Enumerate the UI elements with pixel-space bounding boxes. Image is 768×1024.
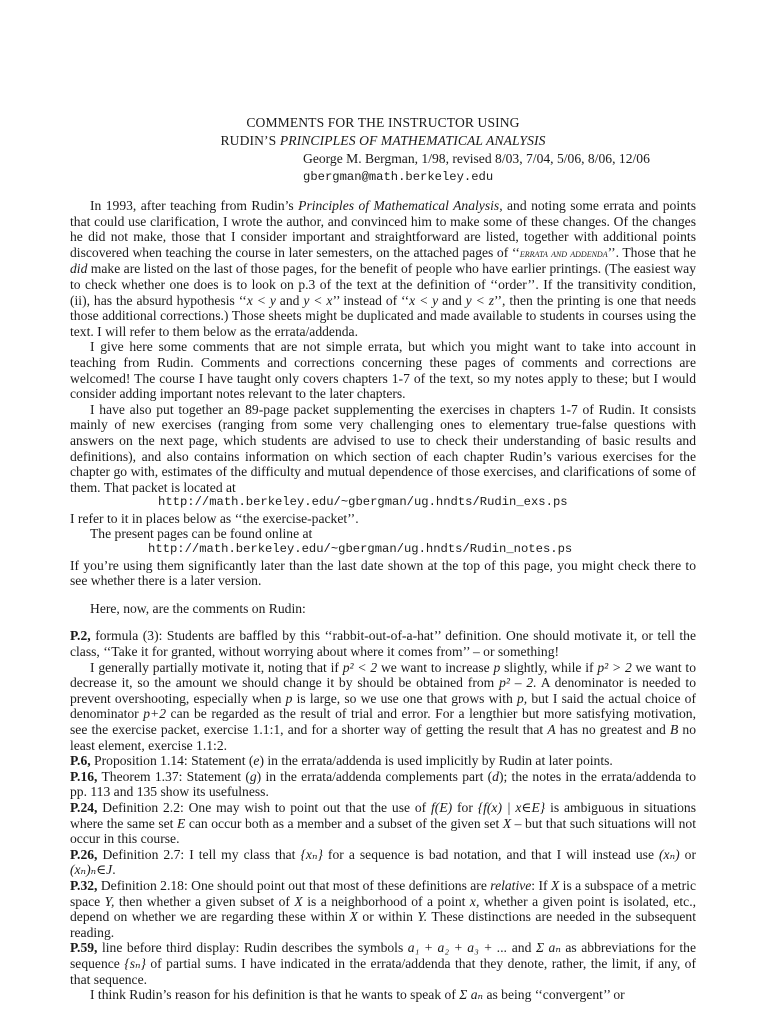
intro-paragraph-2: I give here some comments that are not simple errata, but which you might want to take into account in teaching from Rudin. Comments and corrections concerning these pages of comments and corrections are welcomed! The course I have taught only covers chapters 1-7 of the text, so my notes apply to these; but I would consider adding important notes relevant to the later chapters.	[70, 339, 696, 402]
intro-paragraph-1: In 1993, after teaching from Rudin’s Principles of Mathematical Analysis, and noting some errata and points that could use clarification, I wrote the author, and convinced him to make some of these changes. Of the changes he did not make, those that I consider important and straightforward are listed, together with additional points discovered when teaching the course in later semesters, on the attached pages of ‘‘errata and addenda’’. Those that he did make are listed on the last of those pages, for the benefit of people who have earlier printings. (The easiest way to check whether one does is to look on p.3 of the text at the definition of ‘‘order’’. If the transitivity condition, (ii), has the absurd hypothesis ‘‘x < y and y < x’’ instead of ‘‘x < y and y < z’’, then the printing is one that needs those additional corrections.) Those sheets might be duplicated and made available to students in courses using the text. I will refer to them below as the errata/addenda.	[70, 198, 696, 339]
page-ref: P.2,	[70, 628, 91, 644]
comment-p59: P.59, line before third display: Rudin describes the symbols a₁ + a₂ + a₃ + ... and Σ aₙ as abbreviations for the sequence {sₙ} of partial sums. I have indicated in the errata/addenda that they denote, rather, the limit, if any, of that sequence.	[70, 940, 696, 987]
comment-p6: P.6, Proposition 1.14: Statement (e) in the errata/addenda is used implicitly by Rudin at later points.	[70, 753, 613, 769]
document-title	[70, 114, 696, 150]
intro-paragraph-4: I refer to it in places below as ‘‘the exercise-packet’’.	[70, 510, 359, 526]
comment-p59-continued: I think Rudin’s reason for his definition is that he wants to speak of Σ aₙ as being ‘‘convergent’’ or	[90, 987, 625, 1003]
comment-p24: P.24, Definition 2.2: One may wish to point out that the use of f(E) for {f(x) | x∈E} is ambiguous in situations where the same set E can occur both as a member and a subset of the given set X – but that such situations will not occur in this course.	[70, 799, 696, 847]
author-line: George M. Bergman, 1/98, revised 8/03, 7/04, 5/06, 8/06, 12/06	[303, 151, 650, 166]
comment-p16: P.16, Theorem 1.37: Statement (g) in the errata/addenda complements part (d); the notes in the errata/addenda to pp. 113 and 135 show its usefulness.	[70, 768, 696, 800]
intro-paragraph-7: Here, now, are the comments on Rudin:	[90, 600, 306, 616]
title-prefix: RUDIN’S	[220, 133, 280, 148]
book-title: PRINCIPLES OF MATHEMATICAL ANALYSIS	[279, 133, 546, 148]
author-email: gbergman@math.berkeley.edu	[303, 170, 494, 184]
author-block	[70, 150, 696, 186]
intro-paragraph-3: I have also put together an 89-page packet supplementing the exercises in chapters 1-7 of Rudin. It consists mainly of new exercises (ranging from some very challenging ones to elementary true-false questions with answers on the next page, which students are advised to use to check their understanding of basic results and definitions), and also contains information on which section of each chapter Rudin’s various exercises for the chapter go with, estimates of the difficulty and mutual dependence of those exercises, and clarifications of some of them. That packet is located at	[70, 401, 696, 495]
page-ref: P.24,	[70, 799, 98, 815]
comment-p2: P.2, formula (3): Students are baffled by this ‘‘rabbit-out-of-a-hat’’ definition. One should motivate it, or tell the class, ‘‘Take it for granted, without worrying about where it comes from’’ – or something!	[70, 628, 696, 660]
page-ref: P.26,	[70, 846, 98, 862]
comment-p26: P.26, Definition 2.7: I tell my class that {xₙ} for a sequence is bad notation, and that I will instead use (xₙ) or (xₙ)ₙ∈J.	[70, 846, 696, 878]
intro-paragraph-5: The present pages can be found online at	[90, 526, 313, 542]
title-line-2	[70, 132, 696, 150]
intro-paragraph-6: If you’re using them significantly later than the last date shown at the top of this page, you might check there to see whether there is a later version.	[70, 557, 696, 589]
comment-p32: P.32, Definition 2.18: One should point out that most of these definitions are relative: If X is a subspace of a metric space Y, then whether a given subset of X is a neighborhood of a point x, whether a given point is isolated, etc., depend on whether we are regarding these within X or within Y. These distinctions are needed in the subsequent reading.	[70, 877, 696, 940]
page-ref: P.32,	[70, 877, 98, 893]
notes-url[interactable]: http://math.berkeley.edu/~gbergman/ug.hndts/Rudin_notes.ps	[148, 542, 573, 557]
page-ref: P.6,	[70, 753, 91, 769]
exercise-packet-url[interactable]: http://math.berkeley.edu/~gbergman/ug.hndts/Rudin_exs.ps	[158, 495, 568, 510]
title-line-1: COMMENTS FOR THE INSTRUCTOR USING	[246, 115, 520, 130]
page-ref: P.16,	[70, 768, 98, 784]
page-ref: P.59,	[70, 940, 98, 956]
comment-p2-continued: I generally partially motivate it, noting that if p² < 2 we want to increase p slightly, while if p² > 2 we want to decrease it, so the amount we should change it by should be obtained from p² – 2. A denominator is needed to prevent overshooting, especially when p is large, so we use one that grows with p, but I said the actual choice of denominator p+2 can be regarded as the result of trial and error. For a lengthier but more satisfying motivation, see the exercise packet, exercise 1.1:1, and for a shorter way of getting the result that A has no greatest and B no least element, exercise 1.1:2.	[70, 659, 697, 753]
